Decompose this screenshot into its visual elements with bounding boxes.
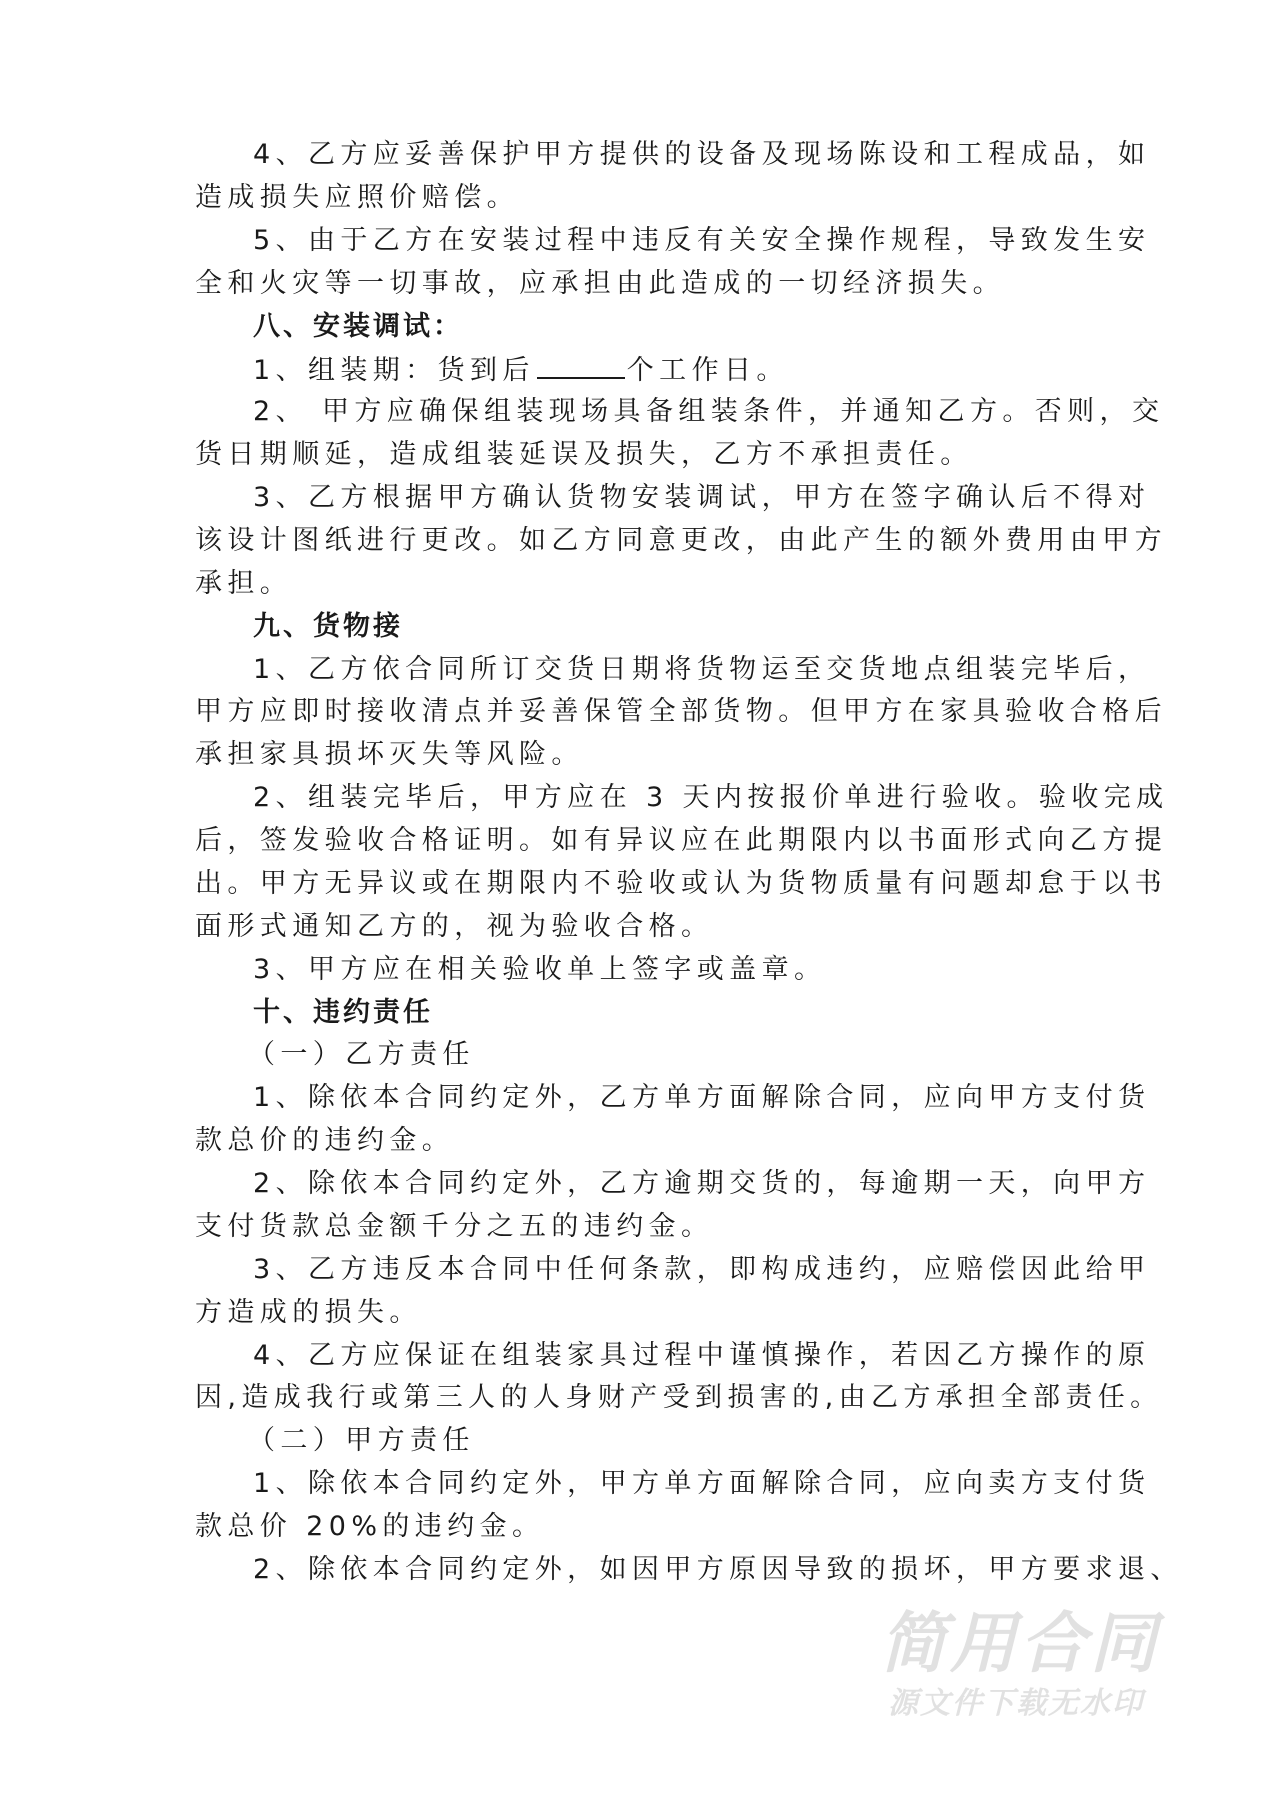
paragraph-line: 全和火灾等一切事故，应承担由此造成的一切经济损失。 (195, 267, 1005, 299)
paragraph-line: 货日期顺延，造成组装延误及损失，乙方不承担责任。 (195, 439, 973, 471)
paragraph-line: 2、除依本合同约定外，乙方逾期交货的，每逾期一天，向甲方 (253, 1168, 1151, 1200)
paragraph-line: 造成损失应照价赔偿。 (195, 181, 519, 213)
paragraph-line: 支付货款总金额千分之五的违约金。 (195, 1210, 714, 1242)
paragraph-line (253, 351, 1093, 387)
paragraph-line: 4、乙方应妥善保护甲方提供的设备及现场陈设和工程成品，如 (253, 139, 1151, 170)
section-heading: 八、安装调试： (253, 310, 463, 342)
paragraph-line: 因,造成我行或第三人的人身财产受到损害的,由乙方承担全部责任。 (195, 1382, 1163, 1414)
paragraph-line: 3、乙方违反本合同中任何条款，即构成违约，应赔偿因此给甲 (253, 1253, 1151, 1285)
paragraph-line: 3、甲方应在相关验收单上签字或盖章。 (253, 953, 827, 985)
paragraph-line: 2、除依本合同约定外，如因甲方原因导致的损坏，甲方要求退、 (253, 1554, 1183, 1585)
paragraph-line: 1、除依本合同约定外，甲方单方面解除合同，应向卖方支付货 (253, 1468, 1151, 1500)
paragraph-line: 方造成的损失。 (195, 1296, 422, 1328)
paragraph-line: 甲方应即时接收清点并妥善保管全部货物。但甲方在家具验收合格后 (195, 696, 1167, 728)
paragraph-line: 出。甲方无异议或在期限内不验收或认为货物质量有问题却怠于以书 (195, 867, 1167, 899)
paragraph-line: 款总价 20%的违约金。 (195, 1511, 545, 1543)
paragraph-line: （二）甲方责任 (248, 1425, 475, 1457)
paragraph-line: （一）乙方责任 (248, 1039, 475, 1071)
paragraph-line: 1、除依本合同约定外，乙方单方面解除合同，应向甲方支付货 (253, 1082, 1151, 1114)
line-text: 个工作日。 (626, 355, 789, 387)
paragraph-line: 3、乙方根据甲方确认货物安装调试，甲方在签字确认后不得对 (253, 482, 1151, 514)
line-text: 1、组装期：货到后 (253, 355, 535, 387)
watermark-title: 简用合同 (880, 1605, 1160, 1682)
watermark-subtitle: 源文件下载无水印 (888, 1686, 1144, 1721)
paragraph-line: 5、由于乙方在安装过程中违反有关安全操作规程，导致发生安 (253, 224, 1151, 256)
paragraph-line: 1、乙方依合同所订交货日期将货物运至交货地点组装完毕后， (253, 653, 1151, 685)
paragraph-line: 2、组装完毕后，甲方应在 3 天内按报价单进行验收。验收完成 (253, 782, 1169, 814)
paragraph-line: 承担。 (195, 567, 293, 599)
section-heading: 九、货物接 (253, 610, 403, 642)
paragraph-line: 面形式通知乙方的，视为验收合格。 (195, 910, 714, 942)
paragraph-line: 后，签发验收合格证明。如有异议应在此期限内以书面形式向乙方提 (195, 825, 1167, 857)
section-heading: 十、违约责任 (253, 996, 433, 1028)
paragraph-line: 款总价的违约金。 (195, 1125, 455, 1157)
fill-in-blank[interactable] (537, 351, 625, 379)
paragraph-line: 承担家具损坏灭失等风险。 (195, 739, 584, 771)
paragraph-line: 2、 甲方应确保组装现场具备组装条件，并通知乙方。否则，交 (253, 396, 1165, 428)
paragraph-line: 4、乙方应保证在组装家具过程中谨慎操作，若因乙方操作的原 (253, 1339, 1151, 1371)
paragraph-line: 该设计图纸进行更改。如乙方同意更改，由此产生的额外费用由甲方 (195, 524, 1167, 556)
